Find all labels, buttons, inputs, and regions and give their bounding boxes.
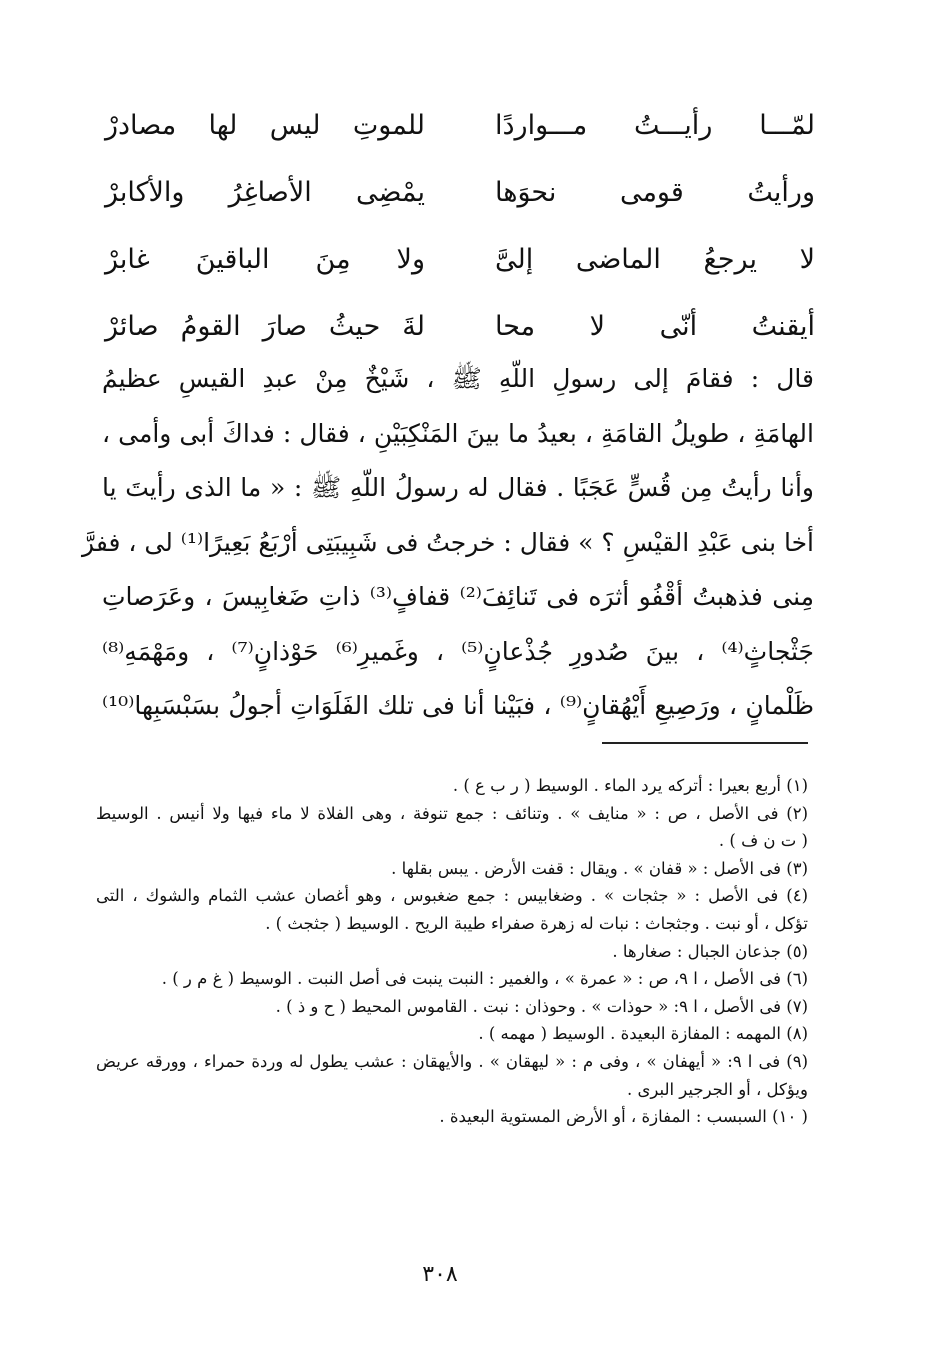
page-number: ٣٠٨ [422,1262,458,1287]
footnote-line: (٥) جذعان الجبال : صغارها . [612,941,808,961]
footnote-line: (٤) فى الأصل : « جثجات » . وضغابيس : جمع ضغبوس ، وهو أغصان عشب الثمام والشوك ، التى [96,886,808,906]
footnote-line: (٨) المهمه : المفازة البعيدة . الوسيط ( مهمه ) . [478,1024,808,1044]
footnote-line: تؤكل ، أو نبت . وجثجاث : نبات له زهرة صفراء طيبة الريح . الوسيط ( جثجث ) . [265,913,808,933]
verse-first-hemistich: لمّـــا رأيـــتُ مـــواردًا [495,110,815,141]
footnote-line: (٢) فى الأصل ، ص : « منايف » . وتنائف : جمع تنوفة ، وهى الفلاة لا ماء فيها ولا أنيس . الوسيط [96,803,808,823]
footnote-line: ( ١٠) السبسب : المفازة ، أو الأرض المستوية البعيدة . [439,1107,808,1127]
prose-line: جَثْجاثٍ⁽⁴⁾ ، بينَ صُدورِ جُذْعانٍ⁽⁵⁾ ، وغَميرِ⁽⁶⁾ حَوْذانٍ⁽⁷⁾ ، ومَهْمَهِ⁽⁸⁾ [102,636,814,666]
footnotes-block [96,772,808,1131]
footnote-divider [602,742,808,744]
footnote-line: ويؤكل ، أو الجرجير البرى . [626,1079,808,1099]
poem-block [105,92,815,360]
verse-second-hemistich: للموتِ ليس لها مصادرْ [105,110,425,141]
prose-block [82,352,815,734]
prose-line: الهامَةِ ، طويلُ القامَةِ ، بعيدُ ما بينَ المَنْكِبَيْنِ ، فقال : فداكَ أبى وأمى ، [102,418,814,448]
poem-verse [105,159,815,226]
footnote-line: (١) أربع بعيرا : أتركه يرد الماء . الوسيط ( ر ب ع ) . [452,776,808,795]
verse-second-hemistich: لةَ حيثُ صارَ القومُ صائرْ [105,311,425,342]
prose-line: قال : فقامَ إلى رسولِ اللّهِ ﷺ ، شَيْخٌ مِنْ عبدِ القيسِ عظيمُ [102,364,814,393]
poem-verse [105,293,815,360]
prose-line: مِنى فذهبتُ أقْفُو أثرَه فى تَنائِفَ⁽²⁾ قفافٍ⁽³⁾ ذاتِ ضَغابِيسَ ، وعَرَصاتِ [102,582,815,611]
verse-second-hemistich: يمْضِى الأصاغِرُ والأكابرْ [105,177,425,208]
footnote-line: (٩) فى ا ٩: « أيهفان » ، وفى م : « ليهقان » . والأيهقان : عشب يطول له وردة حمراء ، وورقه عريض [96,1051,808,1071]
poem-verse [105,226,815,293]
poem-verse [105,92,815,159]
verse-first-hemistich: ورأيتُ قومى نحوَها [495,177,815,208]
footnote-line: (٧) فى الأصل ، ا ٩: « حوذات » . وحوذان : نبت . القاموس المحيط ( ح و ذ ) . [275,996,808,1016]
verse-first-hemistich: أيقنتُ أنّى لا محا [495,311,815,342]
footnote-line: ( ت ن ف ) . [718,831,808,851]
footnote-line: (٣) فى الأصل : « قفان » . ويقال : قفت الأرض . يبس بقلها . [391,858,808,878]
verse-first-hemistich: لا يرجعُ الماضى إلىَّ [495,244,815,275]
prose-line: أخا بنى عَبْدِ القيْسِ ؟ » فقال : خرجتُ فى شَبِيبَتِى أرْبَعُ بَعِيرًا⁽¹⁾ لى ، ففرَّ [82,527,814,557]
prose-line: وأنا رأيتُ مِن قُسٍّ عَجَبًا . فقال له رسولُ اللّهِ ﷺ : « ما الذى رأيتَ يا [102,473,814,502]
footnote-line: (٦) فى الأصل ، ا ٩، ص : « عمرة » ، والغمير : النبت ينبت فى أصل النبت . الوسيط ( غ م ر ) . [161,969,808,989]
prose-line: ظَلْمانٍ ، ورَصِيعِ أَيْهُقانٍ⁽⁹⁾ ، فبَيْنا أنا فى تلك الفَلَوَاتِ أجولُ بسَبْسَبِها⁽¹⁰⁾ [102,691,814,720]
verse-second-hemistich: ولا مِنَ الباقينَ غابرْ [105,244,425,275]
